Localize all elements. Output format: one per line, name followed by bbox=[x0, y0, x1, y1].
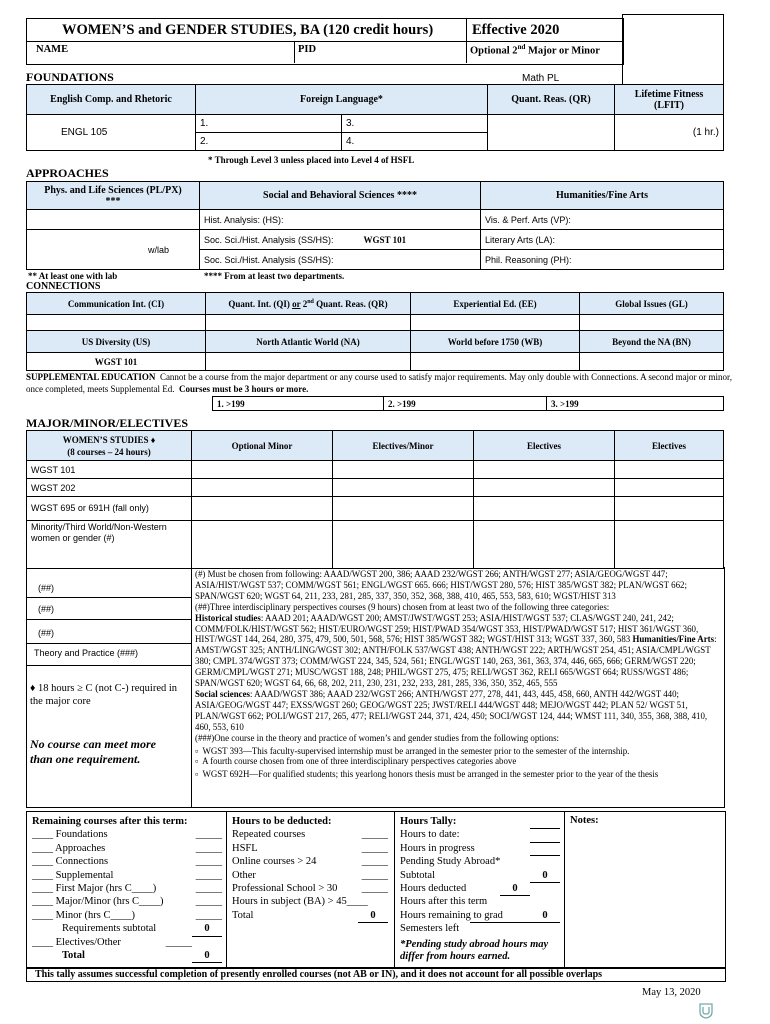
hash-2[interactable]: (##) bbox=[38, 604, 55, 614]
major-row-4[interactable]: Minority/Third World/Non-Western women or gender (#) bbox=[27, 521, 192, 569]
bn-header: Beyond the NA (BN) bbox=[580, 331, 724, 353]
ee-header: Experiential Ed. (EE) bbox=[411, 293, 580, 315]
social-header: Social and Behavioral Sciences **** bbox=[200, 182, 481, 210]
requirements-subtotal: 0 bbox=[192, 922, 222, 936]
approaches-heading: APPROACHES bbox=[26, 166, 109, 180]
electives-header-1: Electives bbox=[474, 431, 615, 461]
total-value: 0 bbox=[192, 949, 222, 963]
no-course-note: No course can meet more than one requirement. bbox=[30, 737, 156, 766]
wb-cell[interactable] bbox=[411, 353, 580, 371]
hs-cell[interactable]: Hist. Analysis: (HS): bbox=[200, 210, 481, 230]
us-header: US Diversity (US) bbox=[27, 331, 206, 353]
photo-box bbox=[622, 14, 724, 86]
lfit-hours: (1 hr.) bbox=[692, 127, 719, 138]
na-cell[interactable] bbox=[206, 353, 411, 371]
deduct-total: 0 bbox=[358, 909, 388, 923]
hash-3[interactable]: (##) bbox=[38, 628, 55, 638]
ss2-cell[interactable]: Soc. Sci./Hist. Analysis (SS/HS): bbox=[200, 250, 481, 270]
foreign-3[interactable]: 3. bbox=[342, 115, 488, 133]
gl-cell[interactable] bbox=[580, 315, 724, 331]
major-heading: MAJOR/MINOR/ELECTIVES bbox=[26, 416, 189, 430]
notes-label: Notes: bbox=[570, 815, 599, 826]
supplemental-table bbox=[212, 396, 724, 411]
hours-requirement-note: ♦ 18 hours ≥ C (not C-) required in the major core bbox=[30, 683, 178, 707]
connections-table bbox=[26, 292, 724, 371]
lfit-cell[interactable] bbox=[615, 115, 724, 151]
foreign-lang-header: Foreign Language* bbox=[196, 85, 488, 115]
foundations-heading: FOUNDATIONS bbox=[26, 70, 114, 84]
qi-cell[interactable] bbox=[206, 315, 411, 331]
foreign-lang-note: * Through Level 3 unless placed into Level 4 of HSFL bbox=[208, 155, 415, 165]
major-row-3[interactable]: WGST 695 or 691H (fall only) bbox=[27, 497, 192, 521]
deduct-column: Hours to be deducted: Repeated courses _____ HSFL _____ Online courses > 24 _____ Other _____ Professional School > 30 _____ Hours in subject (BA) > 45____ Total 0 bbox=[232, 815, 388, 923]
ss-cell[interactable]: Soc. Sci./Hist. Analysis (SS/HS): WGST 101 bbox=[200, 230, 481, 250]
supp-1[interactable]: 1. >199 bbox=[213, 397, 384, 411]
pending-note: *Pending study abroad hours may differ from hours earned. bbox=[400, 938, 549, 963]
university-seal-icon bbox=[699, 1003, 713, 1019]
bn-cell[interactable] bbox=[580, 353, 724, 371]
wgst-header: WOMEN’S STUDIES ♦ (8 courses – 24 hours) bbox=[27, 431, 192, 461]
disclaimer: This tally assumes successful completion of presently enrolled courses (not AB or IN), and it does not account for all possible overlaps bbox=[26, 967, 726, 982]
name-field[interactable]: NAME bbox=[36, 44, 69, 55]
quant-cell[interactable] bbox=[488, 115, 615, 151]
supp-3[interactable]: 3. >199 bbox=[547, 397, 724, 411]
phys-lab-cell[interactable]: w/lab bbox=[27, 230, 200, 270]
pid-field[interactable]: PID bbox=[298, 44, 317, 55]
ee-cell[interactable] bbox=[411, 315, 580, 331]
connections-heading: CONNECTIONS bbox=[26, 281, 101, 292]
la-cell[interactable]: Literary Arts (LA): bbox=[481, 230, 724, 250]
gl-header: Global Issues (GL) bbox=[580, 293, 724, 315]
quant-header: Quant. Reas. (QR) bbox=[488, 85, 615, 115]
hum-header: Humanities/Fine Arts bbox=[481, 182, 724, 210]
supplemental-text: SUPPLEMENTAL EDUCATION Cannot be a course from the major department or any course used to satisfy major requirements. May only double with Connections. A second major or minor, once completed, meets Supplemental Ed. Courses must be 3 hours or more. bbox=[26, 372, 732, 394]
foreign-2[interactable]: 2. bbox=[196, 133, 342, 151]
wb-header: World before 1750 (WB) bbox=[411, 331, 580, 353]
optional-major-field[interactable]: Optional 2nd Major or Minor bbox=[470, 43, 600, 57]
major-notes-text: (#) Must be chosen from following: AAAD/WGST 200, 386; AAAD 232/WGST 266; ANTH/WGST 277; ASIA/GEOG/WGST 447; ASIA/HIST/WGST 537; COMM/WGST 561; ENGL/WGST 665. 666; HIST/WGST 280, 576; HIST 385/WGST 382; PLAN/WGST 662; SPAN/WGST 620; WGST 64, 211, 233, 281, 285, 337, 350, 352, 368, 388, 410, 465, 553, 583, 610; WGST/HIST 313 (##)Three interdisciplinary perspectives courses (9 hours) chosen from at least two of the following three categories: Historical studies: AAAD 201; AAAD/WGST 200; AMST/JWST/WGST 253; ASIA/HIST/WGST 537; CLAS/WGST 240, 241, 242; COMM/FOLK/HIST/WGST 562; HIST/EURO/WGST 259; HIST/PWAD 354/WGST 353, HIST/PWAD/WGST 517; HIST 361/WGST 360, HIST/WGST 144, 264, 280, 375, 479, 500, 501, 568, 576; HIST 385/WGST 382; WGST/HIST 313; WGST 337, 360, 583 Humanities/Fine Arts: AMST/WGST 325; ANTH/LING/WGST 302; ANTH/FOLK 537/WGST 438; ANTH/WGST 222; ARTH/WGST 254, 451; ASIA/CMPL/WGST 380; CMPL 374/WGST 373; COMM/WGST 224, 345, 524, 561; ENGL/WGST 140, 263, 361, 363, 374, 446, 665, 666; GERM/WGST 220; GERM/CMPL/WGST 271; MUSC/WGST 188, 248; PHIL/WGST 275, 475; RELI/WGST 362, RELI 665/WGST 664; RUSS/WGST 486; SPAN/WGST 620; WGST 64, 66, 68, 202, 211, 230, 231, 232, 233, 281, 285, 336, 350, 352, 465, 555 Social sciences: AAAD/WGST 386; AAAD 232/WGST 266; ANTH/WGST 277, 278, 441, 443, 445, 458, 660, ANTH 442/WGST 440; ASIA/GEOG/WGST 447; EXSS/WGST 260; GEOG/WGST 225; JWST/RELI 444/WGST 448; MEJO/WGST 442; PLAN 52/ WGST 51, PLAN/WGST 662; POLI/WGST 217, 265, 477; RELI/WGST 244, 371, 424, 450; SOCI/WGST 124, 444; WMST 111, 340, 355, 368, 388, 410, 460, 553, 610 (###)One course in the theory and practice of women’s and gender studies from the following options: ▫ WGST 393—This faculty-supervised internship must be arranged in the semester prior to the semester of the internship. ▫ A fourth course chosen from one of three interdisciplinary perspectives categories above ▫ WGST 692H—For qualified students; this yearlong honors thesis must be arranged in the semester prior to the year of the thesis bbox=[195, 569, 717, 780]
approaches-table bbox=[26, 181, 724, 270]
qi-header: Quant. Int. (QI) or 2nd Quant. Reas. (QR) bbox=[206, 293, 411, 315]
effective-date: Effective 2020 bbox=[472, 22, 560, 38]
english-header: English Comp. and Rhetoric bbox=[27, 85, 196, 115]
departments-note: **** From at least two departments. bbox=[204, 271, 345, 281]
electives-minor-header: Electives/Minor bbox=[333, 431, 474, 461]
ci-header: Communication Int. (CI) bbox=[27, 293, 206, 315]
foreign-4[interactable]: 4. bbox=[342, 133, 488, 151]
hours-column: Hours Tally: Hours to date: Hours in progress Pending Study Abroad* Subtotal 0 Hours deducted 0 Hours after this term 0 Hours remaining to grad Semesters left *Pending study abroad hours may differ from hours earned. bbox=[400, 815, 560, 964]
optional-minor-header: Optional Minor bbox=[192, 431, 333, 461]
footer-date: May 13, 2020 bbox=[642, 987, 701, 998]
foreign-1[interactable]: 1. bbox=[196, 115, 342, 133]
na-header: North Atlantic World (NA) bbox=[206, 331, 411, 353]
ci-cell[interactable] bbox=[27, 315, 206, 331]
fitness-header: Lifetime Fitness (LFIT) bbox=[615, 85, 724, 115]
vp-cell[interactable]: Vis. & Perf. Arts (VP): bbox=[481, 210, 724, 230]
remaining-column: Remaining courses after this term: ____ Foundations _____ ____ Approaches _____ ____ Connections _____ ____ Supplemental _____ ____ First Major (hrs C____) _____ ____ Major/Minor (hrs C____) _____ ____ Minor (hrs C____) _____ Requirements subtotal 0 ____ Electives/Other _____ Total 0 bbox=[32, 815, 222, 963]
theory-practice[interactable]: Theory and Practice (###) bbox=[34, 648, 139, 658]
engl-105: ENGL 105 bbox=[27, 115, 196, 151]
major-row-1[interactable]: WGST 101 bbox=[27, 461, 192, 479]
phys-header: Phys. and Life Sciences (PL/PX) *** bbox=[27, 182, 200, 210]
phys-cell-1[interactable] bbox=[27, 210, 200, 230]
major-table bbox=[26, 430, 724, 569]
supp-2[interactable]: 2. >199 bbox=[384, 397, 547, 411]
page-title: WOMEN’S and GENDER STUDIES, BA (120 credit hours) bbox=[62, 22, 434, 38]
electives-header-2: Electives bbox=[615, 431, 724, 461]
hash-1[interactable]: (##) bbox=[38, 583, 55, 593]
lab-note: ** At least one with lab bbox=[28, 271, 118, 281]
math-pl-label: Math PL bbox=[522, 73, 560, 84]
ph-cell[interactable]: Phil. Reasoning (PH): bbox=[481, 250, 724, 270]
us-cell[interactable]: WGST 101 bbox=[27, 353, 206, 371]
major-row-2[interactable]: WGST 202 bbox=[27, 479, 192, 497]
foundations-table bbox=[26, 84, 724, 151]
